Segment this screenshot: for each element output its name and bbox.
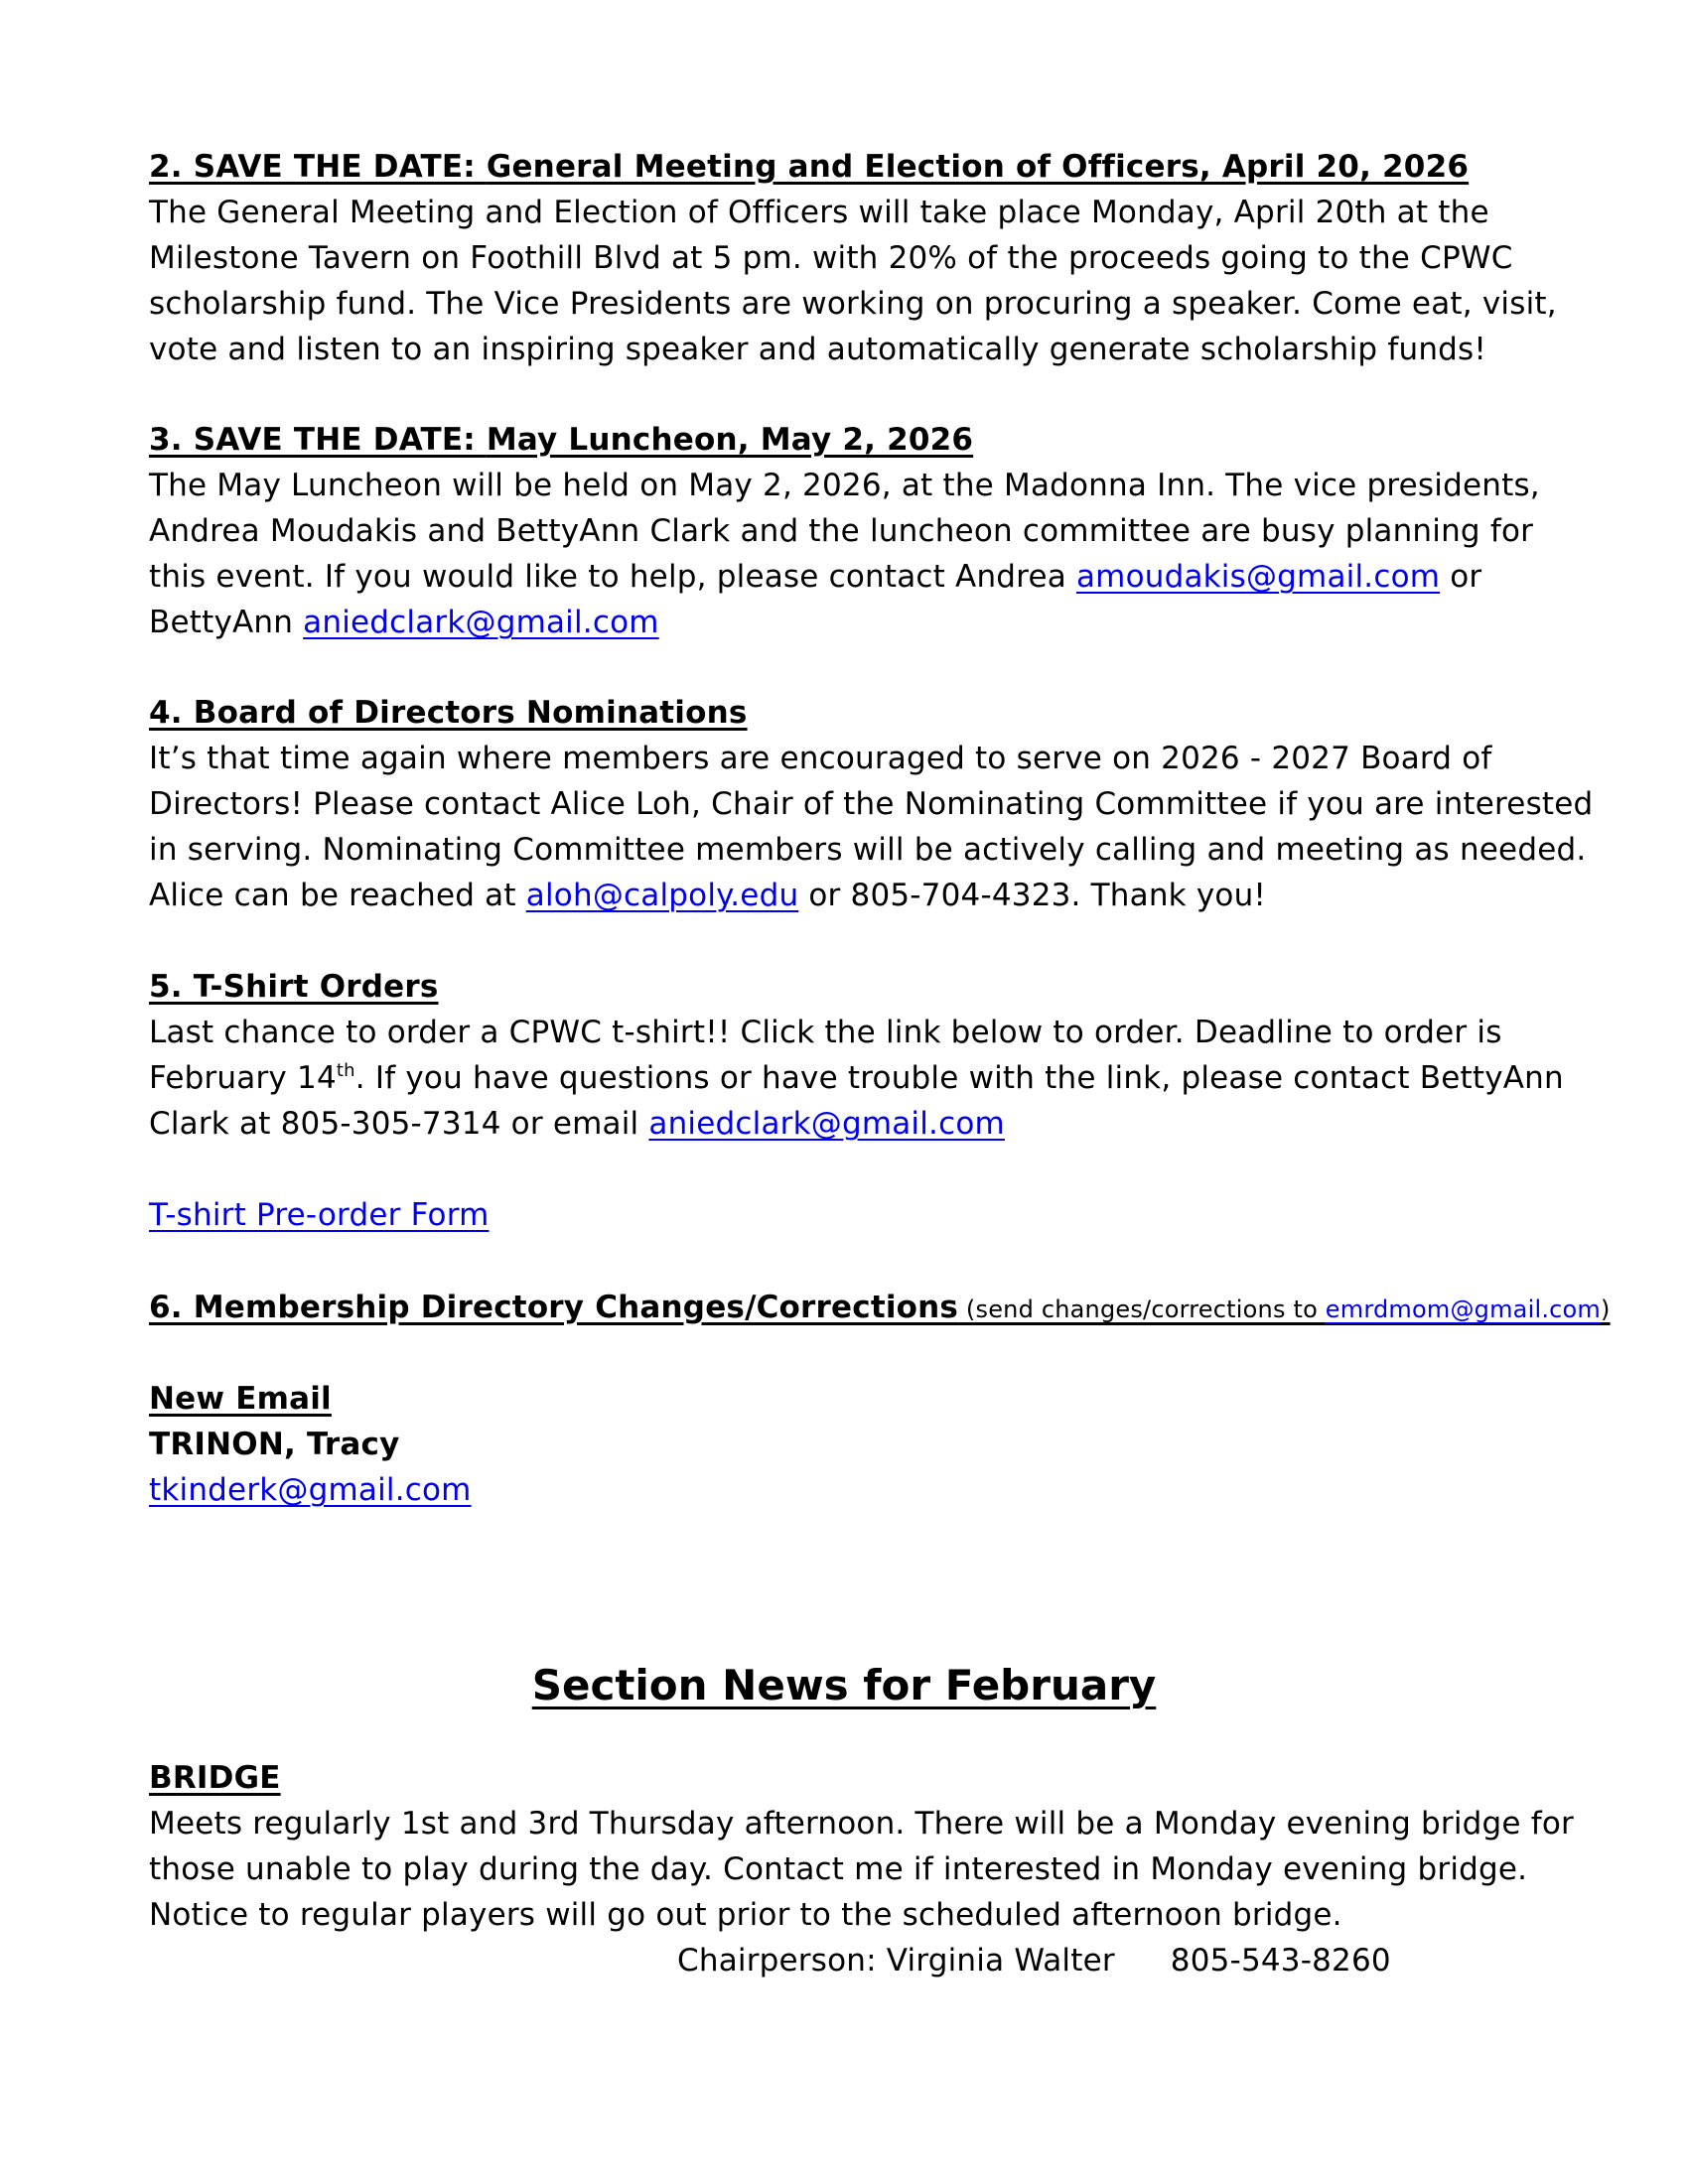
aniedclark-email-link-2[interactable]: aniedclark@gmail.com	[648, 1106, 1005, 1142]
emrdmom-email-link[interactable]: emrdmom@gmail.com	[1325, 1296, 1602, 1323]
tshirt-preorder-form-link[interactable]: T-shirt Pre-order Form	[149, 1197, 490, 1233]
heading-title: 6. Membership Directory Changes/Corrections	[149, 1290, 959, 1325]
nominations-line-4	[149, 873, 1266, 918]
luncheon-heading	[149, 417, 973, 463]
new-email-subheading: New Email	[149, 1381, 332, 1417]
bridge-chair-line	[677, 1938, 1391, 1983]
bridge-heading: BRIDGE	[149, 1760, 281, 1796]
heading-prefix: 2. SAVE THE DATE:	[149, 149, 487, 185]
line-text: . If you have questions or have trouble with the link, please contact BettyAnn	[354, 1060, 1564, 1096]
directory-heading	[149, 1285, 1611, 1332]
section-news-title: Section News for February	[531, 1661, 1157, 1709]
heading-title: General Meeting and Election of Officers, April 20, 2026	[486, 149, 1470, 185]
line-text: February 14	[149, 1060, 337, 1096]
line-text: Clark at 805-305-7314 or email	[149, 1106, 649, 1142]
directory-note-close: )	[1601, 1296, 1611, 1323]
tshirt-line-3	[149, 1101, 1005, 1147]
chairperson-name: Chairperson: Virginia Walter	[677, 1943, 1115, 1979]
member-email-line	[149, 1467, 472, 1513]
chairperson-phone: 805-543-8260	[1170, 1943, 1391, 1979]
nominations-line-2: Directors! Please contact Alice Loh, Chair of the Nominating Committee if you are interested	[149, 786, 1594, 822]
line-text: Alice can be reached at	[149, 878, 526, 913]
heading-title: May Luncheon, May 2, 2026	[486, 422, 974, 458]
bridge-line-1: Meets regularly 1st and 3rd Thursday afternoon. There will be a Monday evening bridge for	[149, 1806, 1574, 1842]
meeting-line-3: scholarship fund. The Vice Presidents are working on procuring a speaker. Come eat, visit,	[149, 286, 1557, 322]
directory-note: (send changes/corrections to	[958, 1296, 1326, 1323]
luncheon-line-2: Andrea Moudakis and BettyAnn Clark and the luncheon committee are busy planning for	[149, 513, 1534, 549]
line-text: or 805-704-4323. Thank you!	[798, 878, 1267, 913]
meeting-heading	[149, 144, 1469, 190]
meeting-line-1: The General Meeting and Election of Officers will take place Monday, April 20th at the	[149, 195, 1489, 230]
member-name: TRINON, Tracy	[149, 1427, 400, 1462]
nominations-heading: 4. Board of Directors Nominations	[149, 695, 748, 731]
tshirt-heading: 5. T-Shirt Orders	[149, 969, 439, 1005]
tshirt-line-1: Last chance to order a CPWC t-shirt!! Click the link below to order. Deadline to order is	[149, 1015, 1502, 1050]
nominations-line-1: It’s that time again where members are encouraged to serve on 2026 - 2027 Board of	[149, 741, 1492, 776]
tshirt-line-2	[149, 1055, 1564, 1101]
meeting-line-2: Milestone Tavern on Foothill Blvd at 5 pm. with 20% of the proceeds going to the CPWC	[149, 240, 1513, 276]
aloh-email-link[interactable]: aloh@calpoly.edu	[525, 878, 799, 913]
heading-prefix: 3. SAVE THE DATE:	[149, 422, 487, 458]
aniedclark-email-link[interactable]: aniedclark@gmail.com	[303, 605, 659, 640]
bridge-line-3: Notice to regular players will go out prior to the scheduled afternoon bridge.	[149, 1897, 1342, 1933]
line-text: BettyAnn	[149, 605, 304, 640]
tkinderk-email-link[interactable]: tkinderk@gmail.com	[149, 1472, 472, 1508]
luncheon-line-4	[149, 600, 659, 645]
line-text: this event. If you would like to help, please contact Andrea	[149, 559, 1076, 595]
ordinal-superscript: th	[336, 1060, 355, 1081]
luncheon-line-1: The May Luncheon will be held on May 2, 2026, at the Madonna Inn. The vice presidents,	[149, 468, 1540, 503]
line-text: or	[1440, 559, 1482, 595]
meeting-line-4: vote and listen to an inspiring speaker and automatically generate scholarship funds!	[149, 332, 1487, 367]
bridge-line-2: those unable to play during the day. Contact me if interested in Monday evening bridge.	[149, 1851, 1528, 1887]
tshirt-form-line	[149, 1192, 490, 1238]
luncheon-line-3	[149, 554, 1481, 600]
amoudakis-email-link[interactable]: amoudakis@gmail.com	[1075, 559, 1441, 595]
nominations-line-3: in serving. Nominating Committee members will be actively calling and meeting as needed.	[149, 832, 1587, 868]
